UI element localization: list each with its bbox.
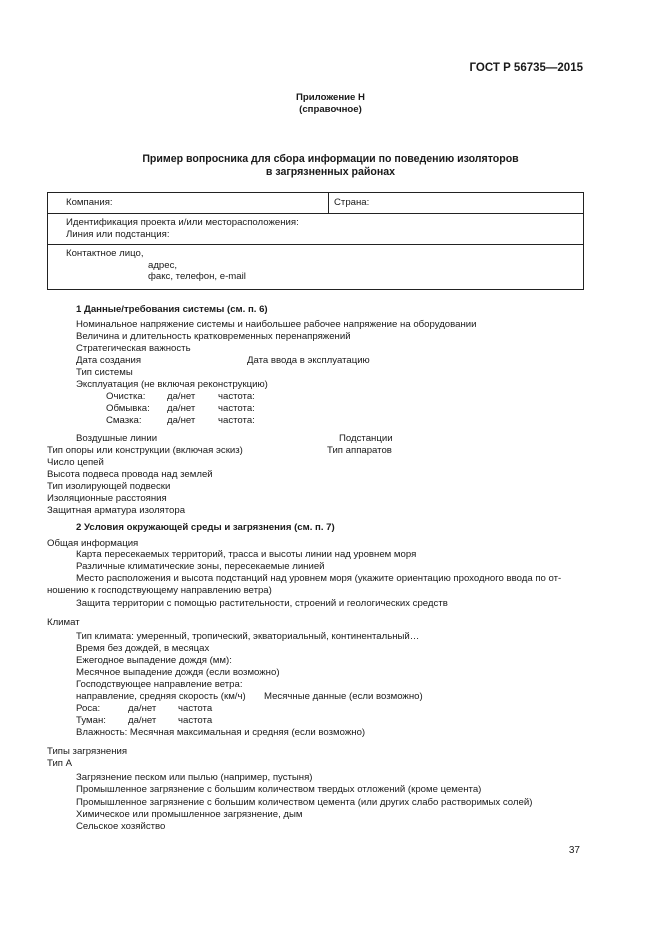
s1-cleaning-label: Очистка:	[106, 391, 146, 402]
appendix-title: Приложение Н	[296, 92, 365, 103]
s1-created: Дата создания	[76, 355, 142, 366]
table-row-company	[48, 193, 583, 214]
country-field[interactable]: Страна:	[334, 197, 370, 208]
s2-wind-direction: Господствующее направление ветра:	[76, 679, 243, 690]
s2-sand: Загрязнение песком или пылью (например, пустыня)	[76, 772, 313, 783]
s2-industrial-solid: Промышленное загрязнение с большим количеством твердых отложений (кроме цемента)	[76, 784, 482, 795]
project-field[interactable]: Идентификация проекта и/или месторасположения:	[66, 217, 299, 228]
line-field[interactable]: Линия или подстанция:	[66, 229, 170, 240]
s1-importance: Стратегическая важность	[76, 343, 191, 354]
s2-fog-label: Туман:	[76, 715, 106, 726]
s2-dew-yesno: да/нет	[128, 703, 157, 714]
s1-clearances: Изоляционные расстояния	[47, 493, 167, 504]
company-field[interactable]: Компания:	[66, 197, 113, 208]
s1-suspension: Тип изолирующей подвески	[47, 481, 171, 492]
page-number: 37	[568, 845, 580, 856]
s2-annual-rain: Ежегодное выпадение дождя (мм):	[76, 655, 232, 666]
document-title-line-1: Пример вопросника для сбора информации по поведению изоляторов	[142, 153, 519, 165]
s1-overhead-lines: Воздушные линии	[76, 433, 158, 444]
s1-greasing-label: Смазка:	[106, 415, 142, 426]
s2-climate: Климат	[47, 617, 80, 628]
s2-zones: Различные климатические зоны, пересекаемые линией	[76, 561, 325, 572]
s2-fog-yesno: да/нет	[128, 715, 157, 726]
s2-dew-label: Роса:	[76, 703, 101, 714]
s2-climate-type: Тип климата: умеренный, тропический, экваториальный, континентальный…	[76, 631, 420, 642]
s1-height: Высота подвеса провода над землей	[47, 469, 213, 480]
s1-tower-type: Тип опоры или конструкции (включая эскиз)	[47, 445, 243, 456]
s2-dew-freq: частота	[178, 703, 213, 714]
address-field[interactable]: адрес,	[148, 260, 178, 271]
s2-type-a: Тип А	[47, 758, 73, 769]
s1-substations: Подстанции	[339, 433, 393, 444]
s2-monthly-rain: Месячное выпадение дождя (если возможно)	[76, 667, 280, 678]
s2-location-line-2: ношению к господствующему направлению ветра)	[47, 585, 272, 596]
s1-voltage: Номинальное напряжение системы и наибольшее рабочее напряжение на оборудовании	[76, 319, 477, 330]
section-1-heading: 1 Данные/требования системы (см. п. 6)	[76, 304, 268, 315]
s2-protection: Защита территории с помощью растительности, строений и геологических средств	[76, 598, 448, 609]
s1-greasing-freq: частота:	[218, 415, 255, 426]
s2-wind-speed: направление, средняя скорость (км/ч)	[76, 691, 246, 702]
s2-agriculture: Сельское хозяйство	[76, 821, 166, 832]
s1-cleaning-freq: частота:	[218, 391, 255, 402]
s1-commissioned: Дата ввода в эксплуатацию	[247, 355, 370, 366]
s1-washing-freq: частота:	[218, 403, 255, 414]
s2-general: Общая информация	[47, 538, 139, 549]
s1-system-type: Тип системы	[76, 367, 133, 378]
s2-pollution-types: Типы загрязнения	[47, 746, 128, 757]
s2-chemical: Химическое или промышленное загрязнение, дым	[76, 809, 303, 820]
section-2-heading: 2 Условия окружающей среды и загрязнения (см. п. 7)	[76, 522, 335, 533]
s2-map: Карта пересекаемых территорий, трасса и высоты линии над уровнем моря	[76, 549, 417, 560]
fax-field[interactable]: факс, телефон, e-mail	[148, 271, 246, 282]
s2-monthly-data: Месячные данные (если возможно)	[264, 691, 423, 702]
s1-circuits: Число цепей	[47, 457, 104, 468]
s1-washing-yesno: да/нет	[167, 403, 196, 414]
s2-fog-freq: частота	[178, 715, 213, 726]
s1-washing-label: Обмывка:	[106, 403, 150, 414]
appendix-subtitle: (справочное)	[299, 104, 362, 115]
s1-fittings: Защитная арматура изолятора	[47, 505, 186, 516]
info-table	[47, 192, 584, 290]
s2-humidity: Влажность: Месячная максимальная и средняя (если возможно)	[76, 727, 366, 738]
s2-dry-time: Время без дождей, в месяцах	[76, 643, 210, 654]
s1-cleaning-yesno: да/нет	[167, 391, 196, 402]
document-title-line-2: в загрязненных районах	[265, 166, 396, 178]
contact-field[interactable]: Контактное лицо,	[66, 248, 144, 259]
s1-greasing-yesno: да/нет	[167, 415, 196, 426]
s2-location-line-1: Место расположения и высота подстанций над уровнем моря (укажите ориентацию проходного ввода по от-	[76, 573, 562, 584]
s1-apparatus-type: Тип аппаратов	[327, 445, 392, 456]
s1-operation: Эксплуатация (не включая реконструкцию)	[76, 379, 268, 390]
s2-industrial-cement: Промышленное загрязнение с большим количеством цемента (или других слабо растворимых солей)	[76, 797, 533, 808]
standard-header: ГОСТ Р 56735—2015	[469, 62, 583, 74]
s1-overvoltage: Величина и длительность кратковременных перенапряжений	[76, 331, 351, 342]
table-divider	[328, 193, 329, 213]
